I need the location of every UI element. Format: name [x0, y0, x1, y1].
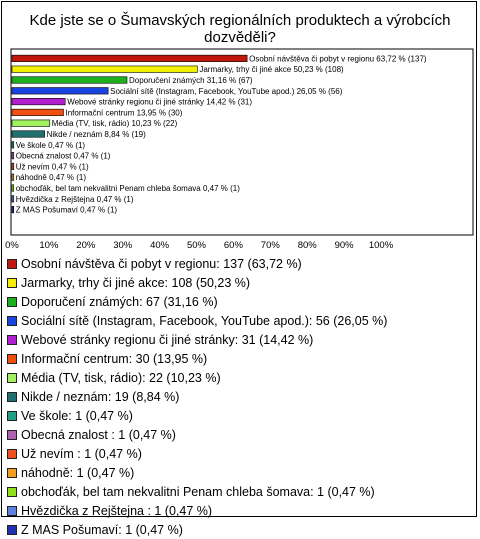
- legend-item: [7, 425, 477, 444]
- legend-label: Média (TV, tisk, rádio): 22 (10,23 %): [21, 370, 221, 385]
- bar: [12, 196, 14, 203]
- bar-label: Média (TV, tisk, rádio) 10,23 % (22): [51, 119, 178, 129]
- legend-swatch: [7, 392, 17, 402]
- legend-item: [7, 292, 477, 311]
- legend-swatch: [7, 525, 17, 535]
- legend-item: [7, 406, 477, 425]
- bar-label: obchoďák, bel tam nekvalitni Penam chleba šomava 0,47 % (1): [15, 184, 240, 193]
- chart-frame: [1, 1, 477, 537]
- bar: [12, 206, 14, 213]
- chart-title: Kde jste se o Šumavských regionálních produktech a výrobcích dozvěděli?: [29, 12, 451, 46]
- bar-label: Jarmarky, trhy či jiné akce 50,23 % (108): [199, 65, 344, 75]
- bar: [12, 120, 50, 127]
- bar: [12, 88, 108, 95]
- legend-swatch: [7, 506, 17, 516]
- legend-swatch: [7, 278, 17, 288]
- bar-label: Doporučení známých 31,16 % (67): [128, 76, 253, 85]
- x-tick-label: 50%: [186, 240, 207, 251]
- legend-label: Jarmarky, trhy či jiné akce: 108 (50,23 %): [21, 275, 251, 290]
- legend-item: [7, 349, 477, 368]
- legend-label: Obecná znalost : 1 (0,47 %): [21, 427, 176, 442]
- legend-label: Sociální sítě (Instagram, Facebook, YouTube apod.): 56 (26,05 %): [21, 313, 388, 328]
- legend-item: [7, 368, 477, 387]
- legend-label: Doporučení známých: 67 (31,16 %): [21, 294, 218, 309]
- bar-label: náhodně 0,47 % (1): [15, 173, 87, 183]
- legend-swatch: [7, 335, 17, 345]
- bar: [12, 142, 14, 149]
- legend-label: Webové stránky regionu či jiné stránky: 31 (14,42 %): [21, 332, 314, 347]
- bar-label: Osobní návštěva či pobyt v regionu 63,72 % (137): [249, 54, 427, 64]
- legend-label: Ve škole: 1 (0,47 %): [21, 408, 133, 423]
- legend-item: [7, 482, 477, 501]
- legend-label: Osobní návštěva či pobyt v regionu: 137 (63,72 %): [21, 256, 302, 271]
- x-tick-label: 20%: [76, 240, 96, 251]
- bar-label: Z MAS Pošumaví 0,47 % (1): [15, 205, 118, 215]
- legend-swatch: [7, 373, 17, 383]
- legend-label: Hvězdička z Rejštejna : 1 (0,47 %): [21, 503, 213, 518]
- legend-swatch: [7, 297, 17, 307]
- bar-label: Obecná znalost 0,47 % (1): [15, 151, 111, 161]
- bar: [12, 185, 14, 192]
- legend-item: [7, 520, 477, 539]
- x-tick-label: 80%: [297, 240, 317, 251]
- legend-item: [7, 501, 477, 520]
- bar: [12, 77, 127, 84]
- x-tick-label: 40%: [150, 240, 170, 251]
- legend-swatch: [7, 411, 17, 421]
- bar-chart: [2, 2, 478, 252]
- bar: [12, 131, 45, 138]
- bar: [12, 163, 14, 170]
- bar-label: Hvězdička z Rejštejna 0,47 % (1): [15, 194, 134, 204]
- bar-label: Sociální sítě (Instagram, Facebook, YouTube apod.) 26,05 % (56): [110, 86, 343, 96]
- bar-label: Nikde / neznám 8,84 % (19): [46, 130, 146, 139]
- bar: [12, 109, 63, 116]
- legend-item: [7, 254, 477, 273]
- legend-swatch: [7, 430, 17, 440]
- legend-item: [7, 273, 477, 292]
- bar: [12, 55, 247, 62]
- legend-swatch: [7, 354, 17, 364]
- bar-label: Webové stránky regionu či jiné stránky 14,42 % (31): [67, 97, 253, 107]
- bar: [12, 66, 197, 73]
- chart-legend: [7, 254, 477, 539]
- bar-label: Už nevím 0,47 % (1): [15, 162, 89, 172]
- legend-swatch: [7, 487, 17, 497]
- legend-label: Nikde / neznám: 19 (8,84 %): [21, 389, 180, 404]
- legend-item: [7, 444, 477, 463]
- legend-swatch: [7, 316, 17, 326]
- legend-label: obchoďák, bel tam nekvalitni Penam chleba šomava: 1 (0,47 %): [21, 484, 375, 499]
- legend-swatch: [7, 259, 17, 269]
- legend-item: [7, 330, 477, 349]
- legend-item: [7, 387, 477, 406]
- x-tick-label: 30%: [113, 240, 133, 251]
- x-tick-label: 0%: [5, 240, 19, 251]
- legend-swatch: [7, 468, 17, 478]
- legend-item: [7, 463, 477, 482]
- legend-label: náhodně: 1 (0,47 %): [21, 465, 135, 480]
- legend-label: Už nevím : 1 (0,47 %): [21, 446, 142, 461]
- bar-label: Informační centrum 13,95 % (30): [65, 108, 183, 118]
- x-tick-label: 60%: [223, 240, 243, 251]
- legend-item: [7, 311, 477, 330]
- x-tick-label: 100%: [368, 240, 394, 251]
- x-tick-label: 10%: [39, 240, 59, 251]
- bar-label: Ve škole 0,47 % (1): [15, 140, 86, 150]
- bar: [12, 174, 14, 181]
- legend-label: Z MAS Pošumaví: 1 (0,47 %): [21, 522, 183, 537]
- legend-label: Informační centrum: 30 (13,95 %): [21, 351, 208, 366]
- x-tick-label: 90%: [334, 240, 354, 251]
- bar: [12, 152, 14, 159]
- bar: [12, 98, 65, 105]
- legend-swatch: [7, 449, 17, 459]
- x-tick-label: 70%: [260, 240, 280, 251]
